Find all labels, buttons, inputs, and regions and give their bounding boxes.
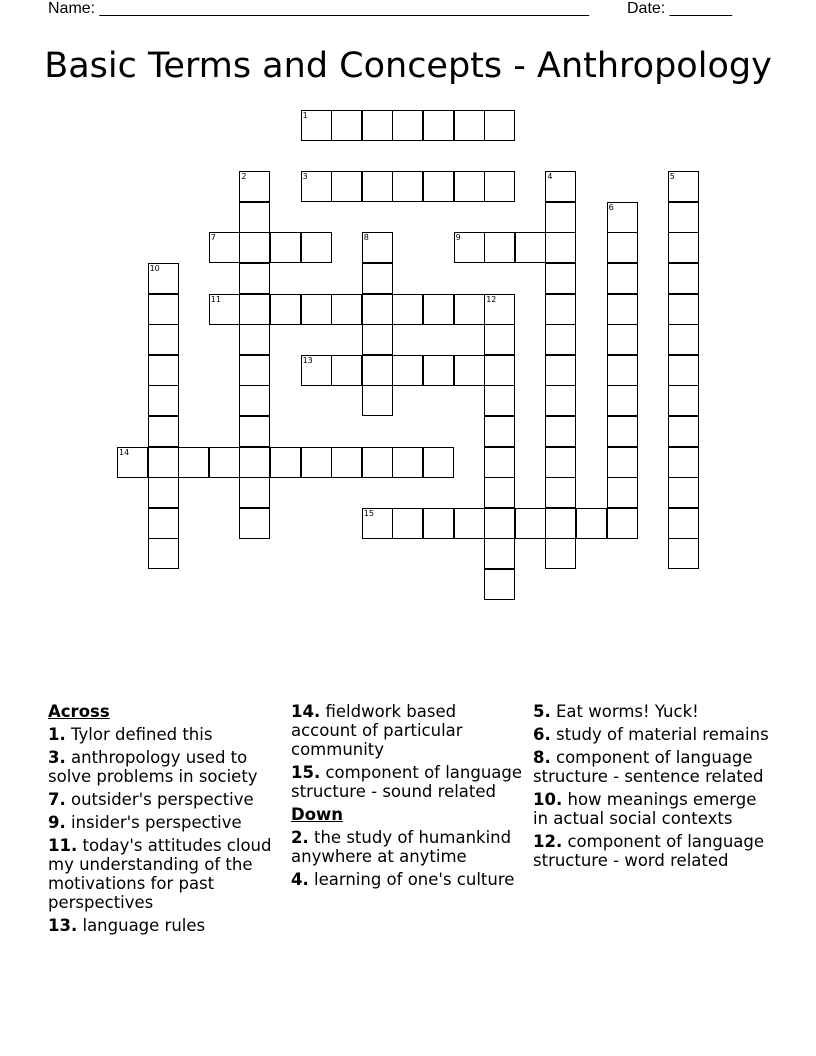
grid-cell[interactable]	[607, 202, 638, 233]
clue-number: 11.	[48, 836, 78, 855]
across-clue	[48, 790, 284, 809]
grid-cell[interactable]	[301, 171, 332, 202]
clue-number: 5.	[533, 702, 551, 721]
cell-number: 5	[669, 172, 675, 182]
clue-text: insider's perspective	[71, 813, 242, 832]
grid-cell[interactable]	[607, 324, 638, 355]
grid-cell[interactable]	[454, 294, 485, 325]
cell-number: 6	[608, 202, 614, 212]
grid-cell[interactable]	[423, 294, 454, 325]
clue-number: 2.	[291, 828, 309, 847]
clue-number: 13.	[48, 916, 78, 935]
grid-cell[interactable]	[209, 232, 240, 263]
grid-cell[interactable]	[392, 110, 423, 141]
grid-cell[interactable]	[362, 232, 393, 263]
cell-number: 1	[302, 111, 308, 120]
clue-text: study of material remains	[556, 725, 769, 744]
cell-number: 13	[302, 355, 313, 365]
clue-text: Eat worms! Yuck!	[556, 702, 699, 721]
down-clue	[291, 828, 527, 866]
clue-text: outsider's perspective	[71, 790, 254, 809]
across-clue	[48, 916, 284, 935]
grid-cell[interactable]	[270, 232, 301, 263]
grid-cell[interactable]	[484, 171, 515, 202]
grid-cell[interactable]	[148, 355, 179, 386]
across-heading: Across	[48, 702, 110, 721]
grid-cell[interactable]	[545, 416, 576, 447]
clue-text: today's attitudes cloud my understanding of the motivations for past perspectives	[48, 836, 272, 912]
grid-cell[interactable]	[484, 416, 515, 447]
grid-cell[interactable]	[239, 294, 270, 325]
clue-number: 10.	[533, 790, 563, 809]
cell-number: 15	[363, 508, 374, 518]
grid-cell[interactable]	[668, 385, 699, 416]
clue-number: 15.	[291, 763, 321, 782]
clue-text: fieldwork based account of particular community	[291, 702, 463, 759]
across-clue	[291, 702, 527, 759]
grid-cell[interactable]	[423, 508, 454, 539]
grid-cell[interactable]	[239, 324, 270, 355]
grid-cell[interactable]	[484, 385, 515, 416]
grid-cell[interactable]	[362, 294, 393, 325]
grid-cell[interactable]	[362, 385, 393, 416]
grid-cell[interactable]	[545, 232, 576, 263]
clue-text: anthropology used to solve problems in society	[48, 748, 258, 786]
grid-cell[interactable]	[454, 110, 485, 141]
grid-cell[interactable]	[484, 232, 515, 263]
clue-column-2	[291, 702, 527, 893]
grid-cell[interactable]	[239, 416, 270, 447]
grid-cell[interactable]	[607, 447, 638, 478]
grid-cell[interactable]	[454, 508, 485, 539]
grid-cell[interactable]	[607, 355, 638, 386]
grid-cell[interactable]	[301, 232, 332, 263]
grid-cell[interactable]	[209, 294, 240, 325]
across-clue	[48, 813, 284, 832]
across-clue	[48, 725, 284, 744]
clue-text: language rules	[82, 916, 206, 935]
cell-number: 12	[486, 294, 497, 304]
grid-cell[interactable]	[668, 538, 699, 569]
name-field: Name: _______________________________________________________	[48, 0, 589, 17]
grid-cell[interactable]	[239, 477, 270, 508]
grid-cell[interactable]	[301, 355, 332, 386]
cell-number: 4	[547, 172, 553, 182]
grid-cell[interactable]	[331, 171, 362, 202]
grid-cell[interactable]	[484, 355, 515, 386]
clue-text: the study of humankind anywhere at anytime	[291, 828, 512, 866]
grid-cell[interactable]	[148, 508, 179, 539]
grid-cell[interactable]	[454, 171, 485, 202]
grid-cell[interactable]	[607, 263, 638, 294]
across-clue	[291, 763, 527, 801]
clue-text: component of language structure - sound related	[291, 763, 523, 801]
clue-number: 1.	[48, 725, 66, 744]
cell-number: 7	[210, 233, 216, 243]
grid-cell[interactable]	[484, 569, 515, 600]
down-heading: Down	[291, 805, 344, 824]
grid-cell[interactable]	[515, 508, 546, 539]
grid-cell[interactable]	[668, 416, 699, 447]
grid-cell[interactable]	[545, 508, 576, 539]
grid-cell[interactable]	[545, 324, 576, 355]
grid-cell[interactable]	[545, 171, 576, 202]
grid-cell[interactable]	[117, 447, 148, 478]
grid-cell[interactable]	[668, 263, 699, 294]
clue-number: 14.	[291, 702, 321, 721]
grid-cell[interactable]	[668, 324, 699, 355]
grid-cell[interactable]	[392, 508, 423, 539]
grid-cell[interactable]	[545, 538, 576, 569]
grid-cell[interactable]	[301, 110, 332, 141]
cell-number: 9	[455, 233, 461, 243]
across-clue	[48, 748, 284, 786]
grid-cell[interactable]	[331, 110, 362, 141]
clue-number: 12.	[533, 832, 563, 851]
grid-cell[interactable]	[362, 171, 393, 202]
grid-cell[interactable]	[239, 202, 270, 233]
grid-cell[interactable]	[301, 447, 332, 478]
grid-cell[interactable]	[301, 294, 332, 325]
grid-cell[interactable]	[148, 263, 179, 294]
grid-cell[interactable]	[392, 447, 423, 478]
grid-cell[interactable]	[545, 294, 576, 325]
clue-column-3	[533, 702, 769, 874]
grid-cell[interactable]	[362, 447, 393, 478]
grid-cell[interactable]	[270, 294, 301, 325]
grid-cell[interactable]	[239, 171, 270, 202]
grid-cell[interactable]	[148, 324, 179, 355]
grid-cell[interactable]	[545, 355, 576, 386]
clue-text: Tylor defined this	[71, 725, 213, 744]
down-clue	[533, 748, 769, 786]
grid-cell[interactable]	[148, 447, 179, 478]
grid-cell[interactable]	[239, 447, 270, 478]
grid-cell[interactable]	[668, 202, 699, 233]
grid-cell[interactable]	[392, 294, 423, 325]
clue-number: 8.	[533, 748, 551, 767]
grid-cell[interactable]	[148, 385, 179, 416]
grid-cell[interactable]	[423, 355, 454, 386]
grid-cell[interactable]	[392, 171, 423, 202]
grid-cell[interactable]	[209, 447, 240, 478]
grid-cell[interactable]	[148, 477, 179, 508]
grid-cell[interactable]	[545, 263, 576, 294]
clue-number: 6.	[533, 725, 551, 744]
across-clue	[48, 836, 284, 912]
cell-number: 3	[302, 172, 308, 182]
cell-number: 10	[149, 264, 160, 273]
grid-cell[interactable]	[484, 324, 515, 355]
grid-cell[interactable]	[515, 232, 546, 263]
grid-cell[interactable]	[484, 538, 515, 569]
clue-text: how meanings emerge in actual social contexts	[533, 790, 757, 828]
cell-number: 11	[210, 294, 221, 304]
cell-number: 2	[241, 172, 247, 182]
clue-text: learning of one's culture	[314, 870, 515, 889]
grid-cell[interactable]	[668, 355, 699, 386]
grid-cell[interactable]	[484, 294, 515, 325]
grid-cell[interactable]	[668, 171, 699, 202]
grid-cell[interactable]	[607, 294, 638, 325]
grid-cell[interactable]	[239, 508, 270, 539]
down-clue	[291, 870, 527, 889]
grid-cell[interactable]	[362, 324, 393, 355]
grid-cell[interactable]	[178, 447, 209, 478]
grid-cell[interactable]	[545, 385, 576, 416]
grid-cell[interactable]	[239, 232, 270, 263]
clue-text: component of language structure - word related	[533, 832, 765, 870]
grid-cell[interactable]	[607, 232, 638, 263]
clue-number: 9.	[48, 813, 66, 832]
puzzle-title: Basic Terms and Concepts - Anthropology	[44, 46, 772, 86]
grid-cell[interactable]	[484, 508, 515, 539]
date-field: Date: _______	[627, 0, 732, 17]
grid-cell[interactable]	[545, 202, 576, 233]
grid-cell[interactable]	[423, 110, 454, 141]
grid-cell[interactable]	[362, 508, 393, 539]
grid-cell[interactable]	[270, 447, 301, 478]
grid-cell[interactable]	[668, 447, 699, 478]
grid-cell[interactable]	[331, 294, 362, 325]
grid-cell[interactable]	[454, 232, 485, 263]
grid-cell[interactable]	[454, 355, 485, 386]
clue-number: 7.	[48, 790, 66, 809]
clue-column-1	[48, 702, 284, 939]
grid-cell[interactable]	[148, 294, 179, 325]
grid-cell[interactable]	[607, 416, 638, 447]
grid-cell[interactable]	[423, 447, 454, 478]
grid-cell[interactable]	[392, 355, 423, 386]
grid-cell[interactable]	[484, 447, 515, 478]
grid-cell[interactable]	[668, 294, 699, 325]
grid-cell[interactable]	[423, 171, 454, 202]
grid-cell[interactable]	[239, 355, 270, 386]
grid-cell[interactable]	[148, 538, 179, 569]
grid-cell[interactable]	[331, 355, 362, 386]
grid-cell[interactable]	[362, 110, 393, 141]
down-clue	[533, 725, 769, 744]
grid-cell[interactable]	[545, 447, 576, 478]
grid-cell[interactable]	[239, 385, 270, 416]
grid-cell[interactable]	[362, 263, 393, 294]
down-clue	[533, 832, 769, 870]
grid-cell[interactable]	[668, 508, 699, 539]
grid-cell[interactable]	[545, 477, 576, 508]
grid-cell[interactable]	[668, 232, 699, 263]
clue-number: 3.	[48, 748, 66, 767]
grid-cell[interactable]	[239, 263, 270, 294]
grid-cell[interactable]	[668, 477, 699, 508]
clue-number: 4.	[291, 870, 309, 889]
grid-cell[interactable]	[331, 447, 362, 478]
grid-cell[interactable]	[607, 508, 638, 539]
grid-cell[interactable]	[362, 355, 393, 386]
grid-cell[interactable]	[484, 110, 515, 141]
grid-cell[interactable]	[148, 416, 179, 447]
grid-cell[interactable]	[607, 385, 638, 416]
cell-number: 14	[119, 447, 130, 457]
cell-number: 8	[363, 233, 369, 243]
down-clue	[533, 702, 769, 721]
down-clue	[533, 790, 769, 828]
grid-cell[interactable]	[607, 477, 638, 508]
grid-cell[interactable]	[576, 508, 607, 539]
clue-text: component of language structure - sentence related	[533, 748, 764, 786]
grid-cell[interactable]	[484, 477, 515, 508]
